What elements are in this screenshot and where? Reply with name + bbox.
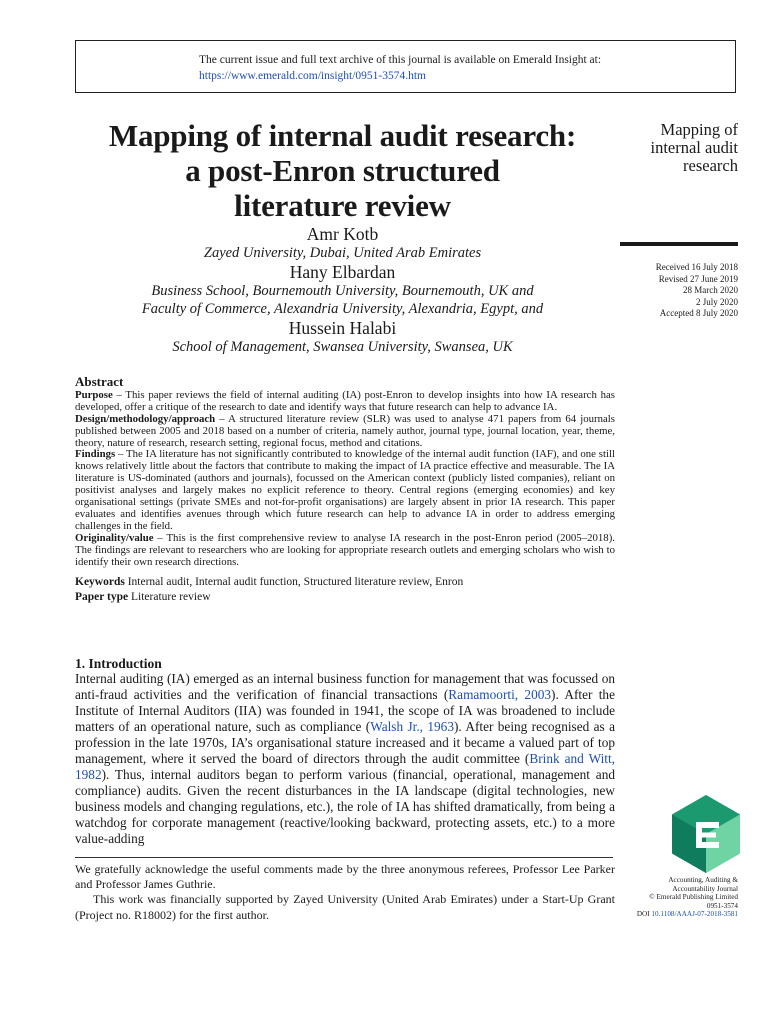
running-head-line-2: internal audit	[650, 138, 738, 157]
author-affiliation: School of Management, Swansea University, Swansea, UK	[172, 339, 513, 355]
archive-notice-text: The current issue and full text archive of this journal is available on Emerald Insight at:	[199, 54, 602, 66]
findings-label: Findings	[75, 448, 116, 461]
abstract-section	[75, 376, 615, 605]
funding-note: This work was financially supported by Zayed University (United Arab Emirates) under a Start-Up Grant (Project no. R18002) for the first author.	[75, 892, 615, 922]
running-head-line-1: Mapping of	[660, 120, 738, 139]
doi-label: DOI	[636, 910, 652, 919]
archive-notice-box	[75, 40, 736, 93]
keywords-label: Keywords	[75, 575, 125, 588]
intro-text: ). Thus, internal auditors began to perform various (financial, operational, management and compliance) audits. Given the recent disturbances in the IA landscape (digital technologies, new business models and changing regulations, etc.), the role of IA has shifted dramatically, from being a watchdog for corporate management (reactive/looking backward, protecting assets, etc.) to a more value-adding	[75, 767, 615, 847]
date-revised-1: Revised 27 June 2019	[658, 273, 738, 284]
title-line-1: Mapping of internal audit research:	[108, 118, 577, 153]
history-dates	[610, 262, 738, 320]
citation-link[interactable]: Walsh Jr., 1963	[370, 719, 454, 735]
journal-info	[610, 876, 738, 919]
emerald-hexagon-icon	[672, 795, 740, 873]
abstract-originality	[75, 533, 615, 569]
paper-title	[70, 118, 615, 223]
title-line-3: literature review	[234, 188, 451, 223]
purpose-text: – This paper reviews the field of internal auditing (IA) post-Enron to develop insights into how IA research has developed, offer a critique of the research to date and identify ways that future research can help to advance IA.	[75, 388, 615, 413]
author-name: Amr Kotb	[306, 224, 379, 244]
journal-name-line-2: Accountability Journal	[672, 884, 738, 893]
doi-link[interactable]: 10.1108/AAAJ-07-2018-3581	[651, 910, 738, 919]
date-revised-3: 2 July 2020	[695, 296, 738, 307]
design-text: – A structured literature review (SLR) was used to analyse 471 papers from 64 journals published between 2005 and 2018 based on a number of criteria, namely author, journal type, journal location, year, theme, theory, nature of research, research setting, regional focus, method and citations.	[75, 412, 615, 449]
originality-text: – This is the first comprehensive review to analyse IA research in the post-Enron period (2005–2018). The findings are relevant to researchers who are looking for appropriate research outlets and emerging scholars who wish to identify their own research directions.	[75, 531, 615, 568]
keywords	[75, 575, 615, 590]
date-accepted: Accepted 8 July 2020	[659, 308, 738, 318]
date-revised-2: 28 March 2020	[683, 285, 738, 295]
copyright: © Emerald Publishing Limited	[649, 893, 738, 902]
date-received: Received 16 July 2018	[655, 262, 738, 272]
running-head-line-3: research	[683, 156, 738, 175]
running-head	[610, 121, 738, 175]
purpose-label: Purpose	[75, 388, 113, 401]
title-line-2: a post-Enron structured	[185, 153, 500, 188]
doi	[610, 910, 738, 919]
paper-type-label: Paper type	[75, 590, 129, 603]
author-name: Hany Elbardan	[289, 262, 396, 282]
abstract-heading: Abstract	[75, 374, 124, 389]
archive-notice	[199, 52, 601, 84]
findings-text: – The IA literature has not significantly contributed to knowledge of the internal audit function (IAF), and one still knows relatively little about the factors that contribute to making the impact of IA practice effective and measurable. The IA literature is US-dominated (authors and journals), focussed on the American context (publicly listed companies), reliant on positivist analyses and largely makes no explicit reference to theory. Central regions (emerging economies) and key organisational settings (private SMEs and not-for-profit organisations) are largely absent in prior IA research. This paper evaluates and identifies avenues through which future research can help to advance IA in order to address emerging challenges in the field.	[75, 448, 615, 532]
abstract-design	[75, 414, 615, 450]
citation-link[interactable]: Brink and Witt, 1982	[75, 751, 615, 783]
paper-type-text: Literature review	[128, 590, 211, 603]
emerald-logo-icon	[672, 795, 740, 873]
intro-text: ). After being recognised as a profession in the late 1970s, IA’s organisational stature increased and it became a valued part of top management, where it served the board of directors through the audit committee (	[75, 719, 615, 767]
footnotes	[75, 862, 615, 923]
author-affiliation: Business School, Bournemouth University, Bournemouth, UK and	[151, 283, 534, 299]
author-affiliation: Zayed University, Dubai, United Arab Emirates	[203, 245, 482, 261]
abstract-findings	[75, 449, 615, 532]
intro-text: ). After the Institute of Internal Auditors (IIA) was founded in 1941, the scope of IA was broadened to include matters of an operational nature, such as compliance (	[75, 687, 615, 735]
section-heading: 1. Introduction	[75, 656, 162, 671]
archive-url-link[interactable]: https://www.emerald.com/insight/0951-3574.htm	[199, 70, 426, 82]
author-block	[70, 224, 615, 356]
abstract-purpose	[75, 390, 615, 414]
keywords-text: Internal audit, Internal audit function, Structured literature review, Enron	[124, 575, 464, 588]
intro-text: Internal auditing (IA) emerged as an internal business function for management that was focussed on anti-fraud activities and the verification of financial transactions (	[75, 671, 615, 703]
margin-rule	[620, 242, 738, 246]
journal-name-line-1: Accounting, Auditing &	[668, 876, 738, 884]
author-name: Hussein Halabi	[288, 318, 397, 338]
introduction-body	[75, 671, 615, 848]
author-affiliation: Faculty of Commerce, Alexandria University, Alexandria, Egypt, and	[141, 301, 544, 317]
originality-label: Originality/value	[75, 531, 154, 544]
issn: 0951-3574	[706, 901, 738, 910]
design-label: Design/methodology/approach	[75, 412, 216, 425]
acknowledgement-note: We gratefully acknowledge the useful comments made by the three anonymous referees, Professor Lee Parker and Professor James Guthrie.	[75, 862, 615, 892]
footnote-rule	[75, 857, 613, 858]
citation-link[interactable]: Ramamoorti, 2003	[448, 687, 552, 703]
paper-type	[75, 590, 615, 605]
intro-paragraph	[75, 671, 615, 848]
